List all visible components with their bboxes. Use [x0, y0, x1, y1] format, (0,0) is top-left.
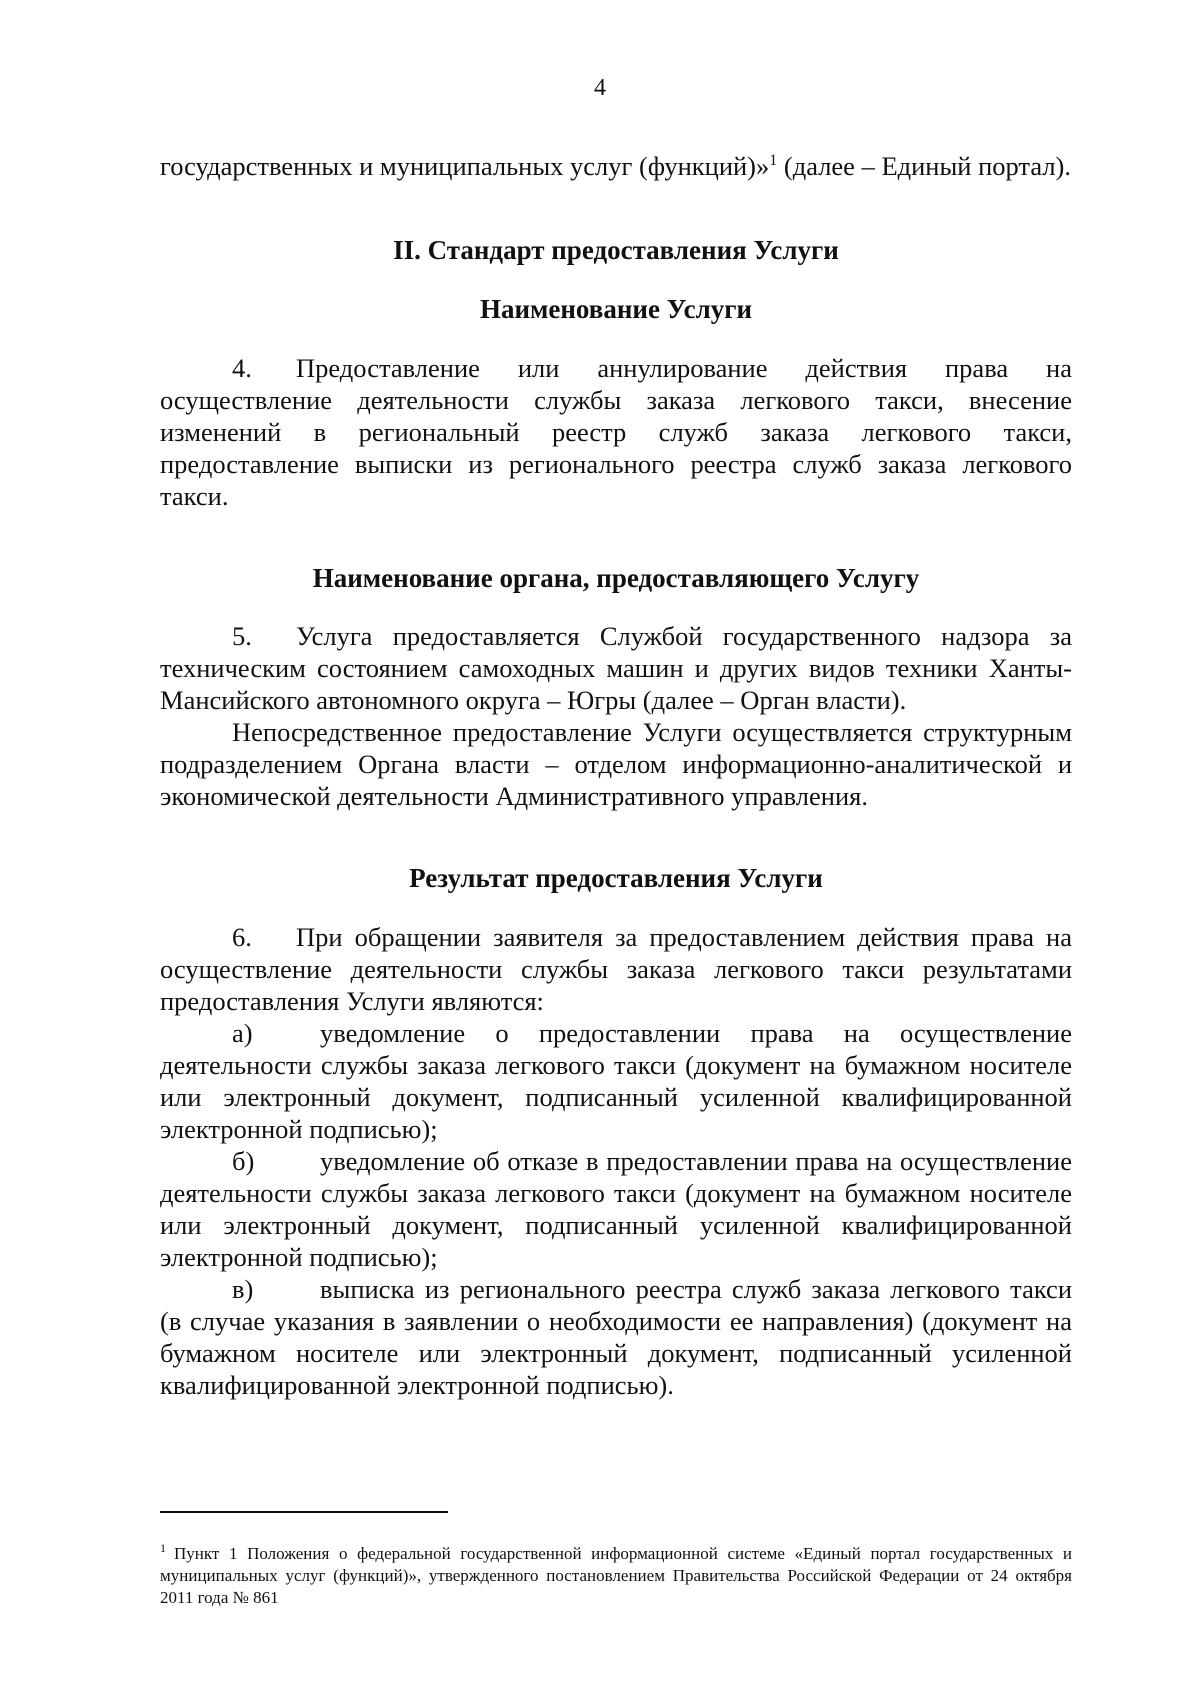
section-title: II. Стандарт предоставления Услуги	[393, 235, 839, 265]
item-label: б)	[232, 1146, 255, 1176]
intro-paragraph	[160, 150, 1072, 182]
item-label: в)	[232, 1274, 254, 1304]
result-item-c	[160, 1273, 1072, 1401]
heading-result: Результат предоставления Услуги	[409, 863, 823, 893]
document-body	[160, 150, 1072, 1401]
paragraph-5-direct: Непосредственное предоставление Услуги осуществляется структурным подразделением Органа власти – отделом информационно-аналитической и экономической деятельности Административного управления.	[160, 717, 1072, 811]
paragraph-text: Предоставление или аннулирование действия права на осуществление деятельности службы заказа легкового такси, внесение изменений в региональный реестр служб заказа легкового такси, предоставление выписки из регионального реестра служб заказа легкового такси.	[160, 353, 1072, 511]
paragraph-text: Услуга предоставляется Службой государственного надзора за техническим состоянием самоходных машин и других видов техники Ханты-Мансийского автономного округа – Югры (далее – Орган власти).	[160, 621, 1072, 715]
result-item-b	[160, 1145, 1072, 1273]
paragraph-number: 4.	[232, 353, 252, 383]
intro-text-end: (далее – Единый портал).	[777, 151, 1071, 181]
item-label: а)	[232, 1018, 253, 1048]
paragraph-number: 5.	[232, 621, 252, 651]
item-text: уведомление о предоставлении права на осуществление деятельности службы заказа легкового такси (документ на бумажном носителе или электронный документ, подписанный усиленной квалифицированной электронной подписью);	[160, 1018, 1072, 1144]
intro-text: государственных и муниципальных услуг (функций)»	[160, 151, 770, 181]
item-text: уведомление об отказе в предоставлении права на осуществление деятельности службы заказа легкового такси (документ на бумажном носителе или электронный документ, подписанный усиленной квалифицированной электронной подписью);	[160, 1146, 1072, 1272]
paragraph-number: 6.	[232, 922, 252, 952]
footnote-mark: 1	[160, 1541, 166, 1556]
footnote-reference: 1	[769, 152, 778, 170]
page-number: 4	[594, 75, 606, 101]
footnote-separator	[160, 1511, 448, 1513]
paragraph-6	[160, 921, 1072, 1017]
paragraph-text: При обращении заявителя за предоставлением действия права на осуществление деятельности службы заказа легкового такси результатами предоставления Услуги являются:	[160, 922, 1072, 1016]
footnote-text: Пункт 1 Положения о федеральной государственной информационной системе «Единый портал государственных и муниципальных услуг (функций)», утвержденного постановлением Правительства Российской Федерации от 24 октября 2011 года № 861	[160, 1544, 1072, 1607]
paragraph-5	[160, 620, 1072, 716]
heading-service-name: Наименование Услуги	[479, 294, 753, 324]
item-text: выписка из регионального реестра служб заказа легкового такси (в случае указания в заявлении о необходимости ее направления) (документ на бумажном носителе или электронный документ, подписанный усиленной квалифицированной электронной подписью).	[160, 1274, 1072, 1400]
paragraph-4	[160, 352, 1072, 512]
heading-authority: Наименование органа, предоставляющего Услугу	[312, 563, 920, 593]
footnote	[160, 1543, 1072, 1609]
result-item-a	[160, 1017, 1072, 1145]
